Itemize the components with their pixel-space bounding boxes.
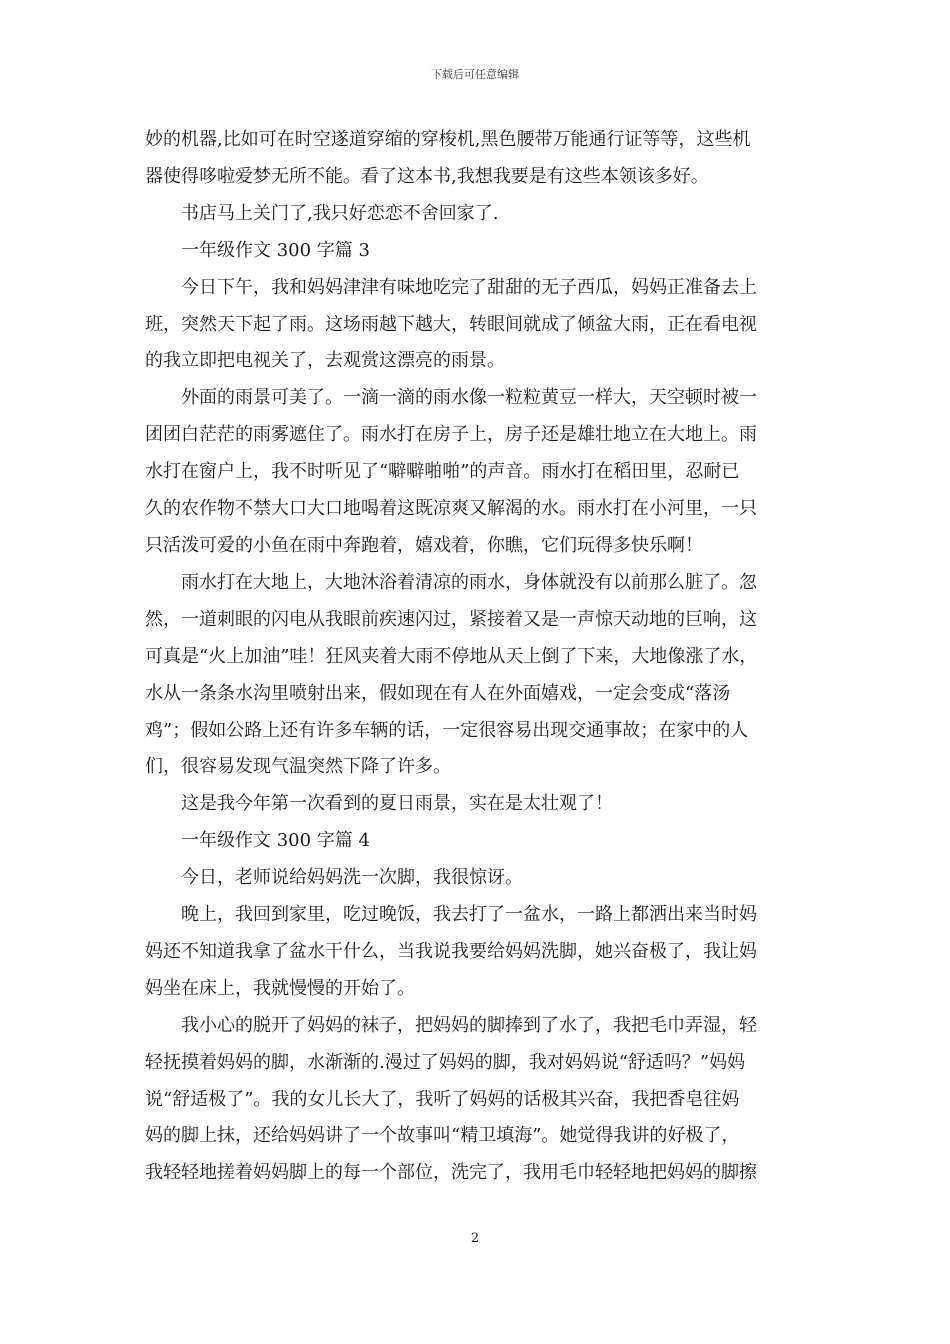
text-line: 妈坐在床上，我就慢慢的开始了。 bbox=[145, 977, 415, 999]
text-line: 器使得哆啦爱梦无所不能。看了这本书,我想我要是有这些本领该多好。 bbox=[145, 165, 709, 187]
text-line: 一年级作文 300 字篇 4 bbox=[181, 830, 370, 852]
text-line: 可真是“火上加油”哇！狂风夹着大雨不停地从天上倒了下来，大地像涨了水， bbox=[145, 645, 758, 667]
text-line: 今日下午，我和妈妈津津有味地吃完了甜甜的无子西瓜，妈妈正准备去上 bbox=[181, 276, 757, 298]
text-line: 书店马上关门了,我只好恋恋不舍回家了. bbox=[181, 202, 499, 224]
text-line: 鸡”；假如公路上还有许多车辆的话，一定很容易出现交通事故；在家中的人 bbox=[145, 719, 749, 741]
text-line: 们，很容易发现气温突然下降了许多。 bbox=[145, 756, 451, 778]
text-line: 雨水打在大地上，大地沐浴着清凉的雨水，身体就没有以前那么脏了。忽 bbox=[181, 571, 757, 593]
text-line: 久的农作物不禁大口大口地喝着这既凉爽又解渴的水。雨水打在小河里，一只 bbox=[145, 498, 757, 520]
text-line: 的我立即把电视关了，去观赏这漂亮的雨景。 bbox=[145, 350, 505, 372]
document-body bbox=[145, 122, 807, 1192]
text-line: 班，突然天下起了雨。这场雨越下越大，转眼间就成了倾盆大雨，正在看电视 bbox=[145, 313, 757, 335]
text-line: 妈的脚上抹，还给妈妈讲了一个故事叫“精卫填海”。她觉得我讲的好极了， bbox=[145, 1125, 740, 1147]
text-line: 晚上，我回到家里，吃过晚饭，我去打了一盆水，一路上都洒出来当时妈 bbox=[181, 904, 757, 926]
text-line: 水从一条条水沟里喷射出来，假如现在有人在外面嬉戏，一定会变成“落汤 bbox=[145, 682, 731, 704]
page-header: 下载后可任意编辑 bbox=[431, 68, 519, 81]
text-line: 我小心的脱开了妈妈的袜子，把妈妈的脚捧到了水了，我把毛巾弄湿，轻 bbox=[181, 1014, 757, 1036]
text-line: 妙的机器,比如可在时空遂道穿缩的穿梭机,黑色腰带万能通行证等等，这些机 bbox=[145, 129, 751, 150]
text-line: 只活泼可爱的小鱼在雨中奔跑着，嬉戏着，你瞧，它们玩得多快乐啊！ bbox=[145, 534, 703, 556]
text-line: 外面的雨景可美了。一滴一滴的雨水像一粒粒黄豆一样大，天空顿时被一 bbox=[181, 387, 757, 409]
text-line: 团团白茫茫的雨雾遮住了。雨水打在房子上，房子还是雄壮地立在大地上。雨 bbox=[145, 424, 757, 446]
text-line: 一年级作文 300 字篇 3 bbox=[181, 239, 370, 261]
text-line: 这是我今年第一次看到的夏日雨景，实在是太壮观了！ bbox=[181, 793, 613, 815]
text-line: 妈还不知道我拿了盆水干什么，当我说我要给妈妈洗脚，她兴奋极了，我让妈 bbox=[145, 940, 757, 962]
text-line: 说“舒适极了”。我的女儿长大了，我听了妈妈的话极其兴奋，我把香皂往妈 bbox=[145, 1088, 740, 1110]
text-line: 然，一道刺眼的闪电从我眼前疾速闪过，紧接着又是一声惊天动地的巨响，这 bbox=[145, 608, 757, 630]
text-line: 我轻轻地搓着妈妈脚上的每一个部位，洗完了，我用毛巾轻轻地把妈妈的脚擦 bbox=[145, 1162, 757, 1184]
page-number: 2 bbox=[470, 1231, 480, 1246]
text-line: 今日，老师说给妈妈洗一次脚，我很惊讶。 bbox=[181, 867, 523, 889]
text-line: 轻抚摸着妈妈的脚，水渐渐的.漫过了妈妈的脚，我对妈妈说“舒适吗？”妈妈 bbox=[145, 1051, 746, 1073]
text-line: 水打在窗户上，我不时听见了“噼噼啪啪”的声音。雨水打在稻田里，忍耐已 bbox=[145, 461, 740, 483]
